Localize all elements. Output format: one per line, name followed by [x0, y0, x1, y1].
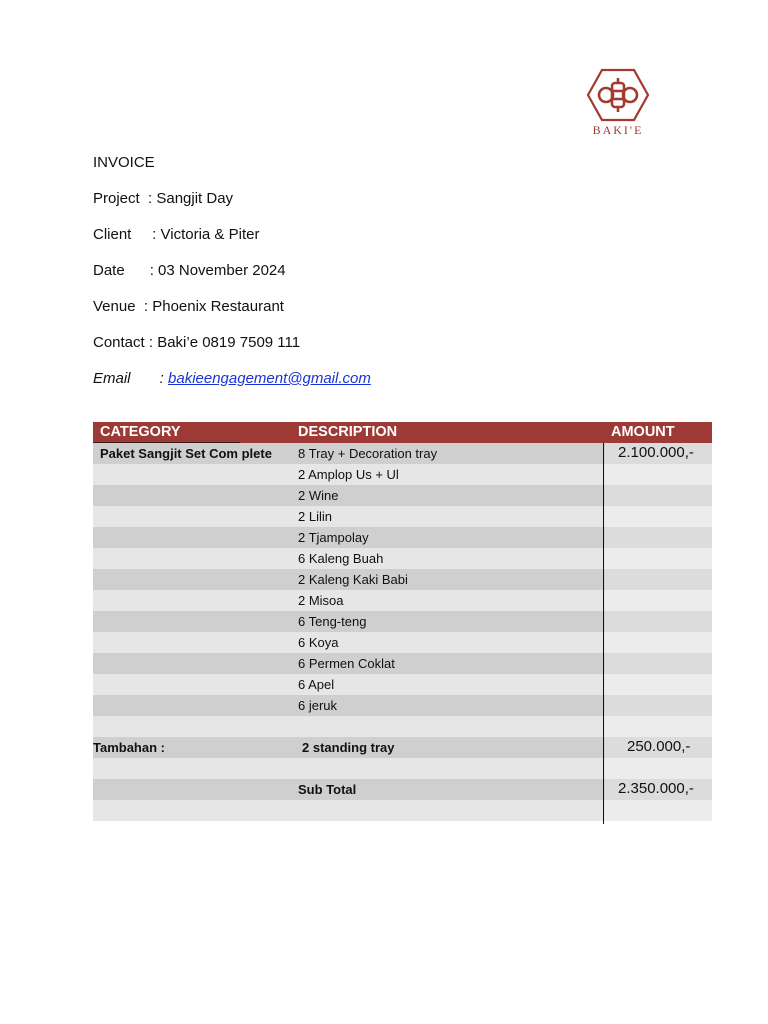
- subtotal-amount: 2.350.000,-: [618, 780, 694, 797]
- subtotal-label: Sub Total: [298, 782, 357, 797]
- invoice-title: INVOICE: [93, 154, 155, 171]
- table-row: [93, 716, 712, 737]
- row-description: 8 Tray + Decoration tray: [298, 446, 438, 461]
- table-row: [93, 443, 712, 464]
- brand-logo: [583, 68, 653, 138]
- row-amount: 250.000,-: [627, 738, 691, 755]
- table-row: [93, 548, 712, 569]
- table-row: [93, 611, 712, 632]
- amount-column-divider: [603, 443, 604, 824]
- row-description: 6 Permen Coklat: [298, 656, 395, 671]
- table-row: [93, 506, 712, 527]
- table-row: [93, 737, 712, 758]
- row-description: 2 Amplop Us + Ul: [298, 467, 399, 482]
- header-amount: AMOUNT: [611, 424, 675, 440]
- client-line: Client : Victoria & Piter: [93, 226, 260, 243]
- date-line: Date : 03 November 2024: [93, 262, 286, 279]
- table-row: [93, 695, 712, 716]
- table-row: [93, 464, 712, 485]
- row-description: 2 standing tray: [302, 740, 395, 755]
- row-description: 2 Kaleng Kaki Babi: [298, 572, 408, 587]
- email-line: [93, 370, 371, 387]
- row-description: 2 Tjampolay: [298, 530, 369, 545]
- row-amount: 2.100.000,-: [618, 444, 694, 461]
- table-row: [93, 485, 712, 506]
- email-label: Email :: [93, 370, 169, 387]
- row-category: Tambahan :: [93, 740, 165, 755]
- email-link[interactable]: bakieengagement@gmail.com: [168, 370, 371, 387]
- row-description: 6 Apel: [298, 677, 335, 692]
- table-row: [93, 569, 712, 590]
- row-description: 6 Teng-teng: [298, 614, 367, 629]
- table-row: [93, 674, 712, 695]
- project-line: Project : Sangjit Day: [93, 190, 234, 207]
- table-row: [93, 653, 712, 674]
- table-row: [93, 758, 712, 779]
- invoice-table: [93, 422, 712, 821]
- table-row: [93, 527, 712, 548]
- row-category: Paket Sangjit Set Com plete: [100, 446, 272, 461]
- contact-line: Contact : Baki’e 0819 7509 111: [93, 334, 301, 351]
- table-row: [93, 632, 712, 653]
- header-category: CATEGORY: [100, 424, 181, 440]
- header-description: DESCRIPTION: [298, 424, 398, 440]
- venue-line: Venue : Phoenix Restaurant: [93, 298, 284, 315]
- table-row: [93, 779, 712, 800]
- table-row: [93, 590, 712, 611]
- table-row: [93, 800, 712, 821]
- row-description: 6 Kaleng Buah: [298, 551, 384, 566]
- table-header: [93, 422, 712, 443]
- row-description: 2 Wine: [298, 488, 339, 503]
- row-description: 6 jeruk: [298, 698, 338, 713]
- row-description: 6 Koya: [298, 635, 339, 650]
- brand-name: BAKI'E: [592, 123, 644, 137]
- endless-knot-hexagon-icon: [586, 68, 650, 122]
- row-description: 2 Misoa: [298, 593, 344, 608]
- row-description: 2 Lilin: [298, 509, 332, 524]
